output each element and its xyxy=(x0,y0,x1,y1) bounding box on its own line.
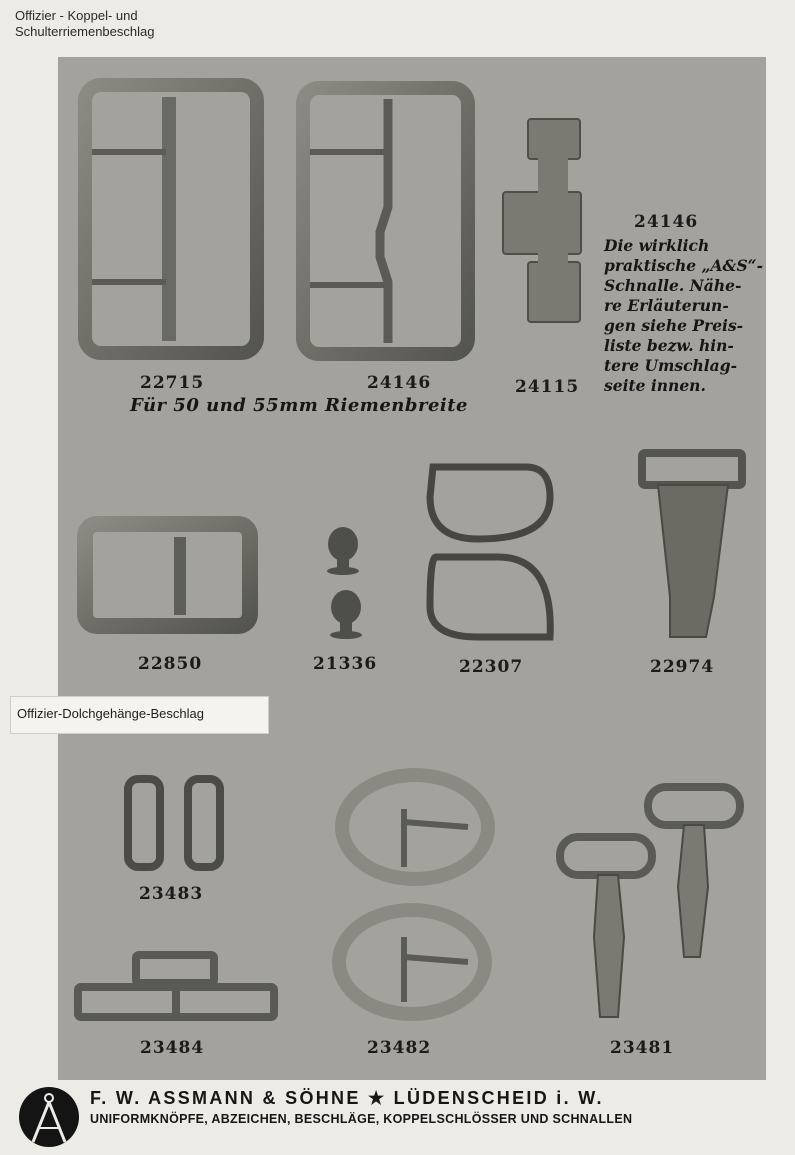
buckle-24146-image xyxy=(303,88,468,354)
snap-hooks-23481-image xyxy=(560,787,740,1017)
dring-22307-image xyxy=(430,467,550,637)
hook-22974-image xyxy=(642,453,742,637)
description-line: liste bezw. hin- xyxy=(604,336,734,355)
header-line-2: Schulterriemenbeschlag xyxy=(15,24,155,39)
item-number-23482: 23482 xyxy=(367,1038,432,1058)
loops-23483-image xyxy=(128,779,220,867)
rivets-21336-image xyxy=(327,527,362,639)
catalog-items xyxy=(58,57,766,1080)
slider-23484-image xyxy=(78,955,274,1017)
buckle-22715-image xyxy=(85,85,257,353)
description-line: praktische „A&S“- xyxy=(604,256,764,275)
header-line-1: Offizier - Koppel- und xyxy=(15,8,138,23)
item-number-24146: 24146 xyxy=(367,373,432,393)
item-number-21336: 21336 xyxy=(313,654,378,674)
item-number-23484: 23484 xyxy=(140,1038,205,1058)
item-number-22307: 22307 xyxy=(459,657,524,677)
description-line: gen siehe Preis- xyxy=(604,316,744,335)
item-number-22974: 22974 xyxy=(650,657,715,677)
description-line: seite innen. xyxy=(604,376,706,395)
item-number-24115: 24115 xyxy=(515,377,580,397)
section-tag-label: Offizier-Dolchgehänge-Beschlag xyxy=(17,706,204,721)
belt-width-note: Für 50 und 55mm Riemenbreite xyxy=(130,395,469,416)
item-number-22715: 22715 xyxy=(140,373,205,393)
clip-24115-image xyxy=(503,119,581,322)
description-line: Schnalle. Nähe- xyxy=(604,276,742,295)
company-name: F. W. ASSMANN & SÖHNE ★ LÜDENSCHEID i. W. xyxy=(90,1088,604,1108)
description-line: Die wirklich xyxy=(604,236,710,255)
description-line: re Erläuterun- xyxy=(604,296,729,315)
description-line: tere Umschlag- xyxy=(604,356,737,375)
description-number: 24146 xyxy=(634,212,699,232)
compass-logo-icon xyxy=(16,1084,82,1150)
section-tag xyxy=(11,697,268,733)
product-line: UNIFORMKNÖPFE, ABZEICHEN, BESCHLÄGE, KOPPELSCHLÖSSER UND SCHNALLEN xyxy=(90,1112,633,1126)
item-number-23481: 23481 xyxy=(610,1038,675,1058)
item-number-23483: 23483 xyxy=(139,884,204,904)
oval-buckles-23482-image xyxy=(339,775,488,1014)
description-text xyxy=(604,212,764,396)
buckle-22850-image xyxy=(85,524,250,626)
page-header xyxy=(15,8,154,40)
item-number-22850: 22850 xyxy=(138,654,203,674)
